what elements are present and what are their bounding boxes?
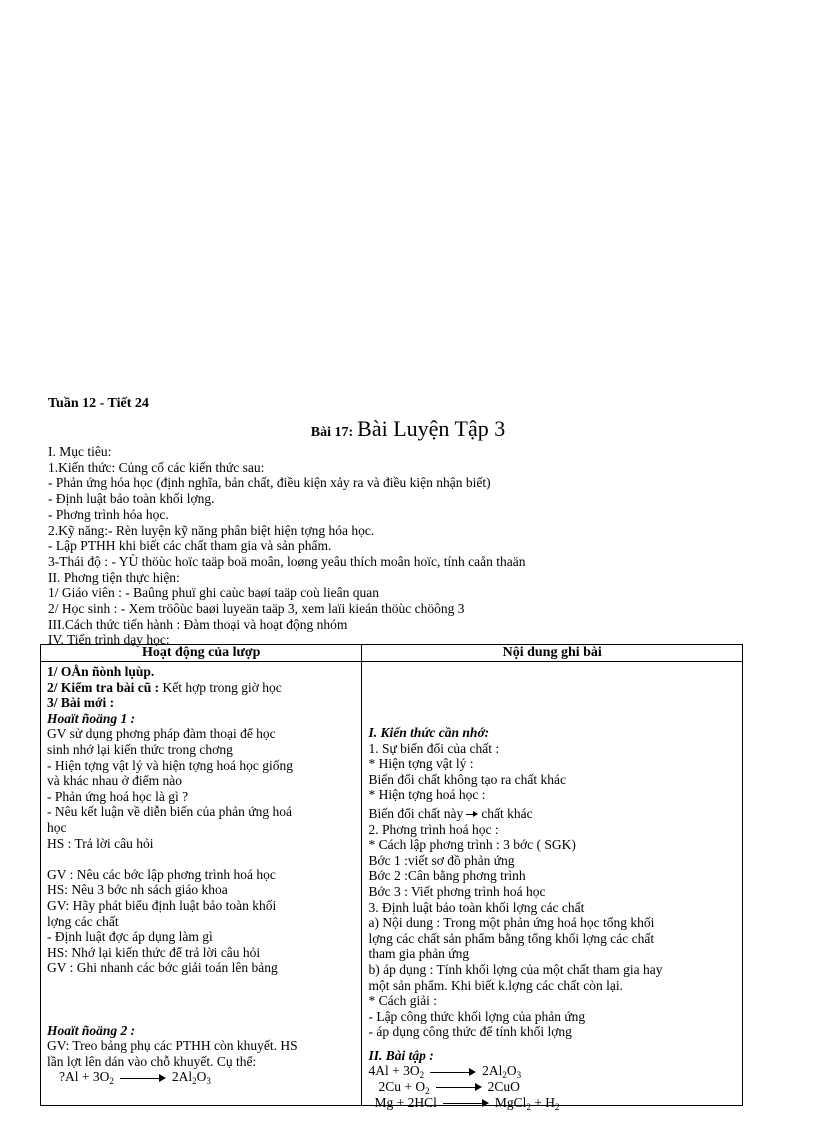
lesson-prefix: Bài 17: [310, 425, 354, 440]
intro-line: - Phơng trình hóa học. [48, 506, 169, 522]
equation-left: ?Al + $3O_2$ $2Al_2O_3$ [59, 1069, 211, 1087]
intro-line: - Phản ứng hóa học (định nghĩa, bản chất, điều kiện xảy ra và điều kiện nhận biết) [48, 475, 491, 491]
activity-line: GV : Ghi nhanh các bớc giải toán lên bảng [47, 960, 278, 976]
activity-line: - Phản ứng hoá học là gì ? [47, 788, 189, 804]
intro-line: 1.Kiến thức: Củng cố các kiến thức sau: [48, 459, 265, 475]
left-column-header: Hoạt động của lượp [41, 645, 362, 662]
reaction-arrow-icon [430, 1068, 476, 1077]
content-line: tham gia phản ứng [368, 946, 470, 962]
intro-line: - Định luật bảo toàn khối lợng. [48, 491, 215, 507]
activity-line: lần lợt lên dán vào chỗ khuyết. Cụ thể: [47, 1053, 257, 1069]
content-line: Biến đổi chất không tạo ra chất khác [368, 771, 567, 787]
lesson-title: Bài Luyện Tập 3 [357, 416, 506, 441]
activity-line: sinh nhớ lại kiến thức trong chơng [47, 741, 233, 757]
activity-line: GV: Hãy phát biểu định luật bảo toàn khối [47, 897, 277, 913]
intro-line: - Lập PTHH khi biết các chất tham gia và sản phẩm. [48, 538, 332, 554]
equation-1: $4Al + 3O_2$ $2Al_2O_3$ [368, 1063, 522, 1081]
content-line-change: Biến đổi chất này chất khác [368, 805, 533, 821]
step-new-lesson: 3/ Bài mới : [47, 695, 115, 711]
activity-line: GV : Nêu các bớc lập phơng trình hoá học [47, 866, 276, 882]
content-line: - Lập công thức khối lợng của phản ứng [368, 1008, 586, 1024]
intro-line: III.Cách thức tiến hành : Đàm thoại và hoạt động nhóm [48, 616, 348, 632]
step-check-old: 2/ Kiểm tra bài cũ : Kết hợp trong giờ học [47, 679, 282, 695]
intro-line: 1/ Giáo viên : - Baûng phuï ghi caùc baøi taäp coù lieân quan [48, 585, 380, 601]
intro-line: 2/ Học sinh : - Xem tröôùc baøi luyeän taäp 3, xem laïi kieán thöùc chöông 3 [48, 601, 465, 617]
lesson-title-row [0, 416, 816, 442]
activity-line: - Định luật đợc áp dụng làm gì [47, 929, 213, 945]
activity-2-heading: Hoaït ñoäng 2 : [47, 1022, 136, 1038]
content-line: 2. Phơng trình hoá học : [368, 821, 499, 837]
reaction-arrow-icon [436, 1083, 482, 1092]
reaction-arrow-icon [120, 1074, 166, 1083]
activity-line: HS: Nhớ lại kiến thức để trả lời câu hỏi [47, 944, 261, 960]
activity-line: lợng các chất [47, 913, 119, 929]
content-line: Bớc 2 :Cân bằng phơng trình [368, 868, 526, 884]
intro-section [48, 444, 748, 648]
content-line: Bớc 1 :viết sơ đồ phản ứng [368, 852, 515, 868]
content-line: 1. Sự biến đổi của chất : [368, 740, 500, 756]
activity-line: HS: Nêu 3 bớc nh sách giáo khoa [47, 882, 228, 898]
left-cell [41, 662, 362, 1106]
intro-line: II. Phơng tiện thực hiện: [48, 569, 180, 585]
intro-line: IV. Tiến trình dạy học: [48, 632, 170, 648]
activity-1-heading: Hoaït ñoäng 1 : [47, 710, 136, 726]
activity-line: HS : Trả lời câu hỏi [47, 835, 154, 851]
content-line: 3. Định luật bảo toàn khối lợng các chất [368, 899, 585, 915]
content-line: * Hiện tợng vật lý : [368, 756, 474, 772]
lesson-table [40, 644, 743, 1112]
reaction-arrow-icon [443, 1099, 489, 1108]
intro-line: I. Mục tiêu: [48, 444, 112, 459]
change-arrow-icon [466, 811, 478, 819]
equation-2: $2Cu + O_2$ 2CuO [378, 1079, 520, 1097]
content-line: lợng các chất sản phẩm bằng tổng khối lợng các chất [368, 930, 655, 946]
activity-line: học [47, 819, 67, 835]
activity-line: - Hiện tợng vật lý và hiện tợng hoá học giống [47, 757, 293, 773]
section-knowledge-heading: I. Kiến thức cần nhớ: [368, 725, 490, 740]
content-line: Bớc 3 : Viết phơng trình hoá học [368, 883, 546, 899]
activity-line: GV: Treo bảng phụ các PTHH còn khuyết. HS [47, 1038, 298, 1054]
content-line: b) áp dụng : Tính khối lợng của một chất tham gia hay [368, 961, 663, 977]
equation-3: Mg + 2HCl MgCl$_2$ + $H_2$ [374, 1094, 560, 1112]
week-label: Tuần 12 - Tiết 24 [48, 396, 149, 411]
content-line: * Cách giải : [368, 993, 438, 1009]
content-line: * Cách lập phơng trình : 3 bớc ( SGK) [368, 837, 576, 853]
activity-line: - Nêu kết luận về diễn biến của phản ứng hoá [47, 804, 292, 820]
content-line: * Hiện tợng hoá học : [368, 787, 486, 803]
content-line: một sản phẩm. Khi biết k.lợng các chất còn lại. [368, 977, 624, 993]
right-cell [362, 662, 743, 1112]
step-stabilize: 1/ OÅn ñònh lụùp. [47, 664, 155, 679]
content-line: - áp dụng công thức để tính khối lợng [368, 1024, 572, 1040]
activity-line: GV sử dụng phơng pháp đàm thoại để học [47, 726, 276, 742]
section-exercises-heading: II. Bài tập : [368, 1047, 434, 1063]
right-column-header: Nội dung ghi bài [362, 645, 743, 662]
activity-line: và khác nhau ở điểm nào [47, 773, 182, 789]
content-line: a) Nội dung : Trong một phản ứng hoá học tổng khối [368, 915, 655, 931]
intro-line: 3-Thái độ : - YÙ thöùc hoïc taäp boä moân, loøng yeâu thích moân hoïc, tính caån thaän [48, 553, 526, 569]
intro-line: 2.Kỹ năng:- Rèn luyện kỹ năng phân biệt hiện tợng hóa học. [48, 522, 375, 538]
